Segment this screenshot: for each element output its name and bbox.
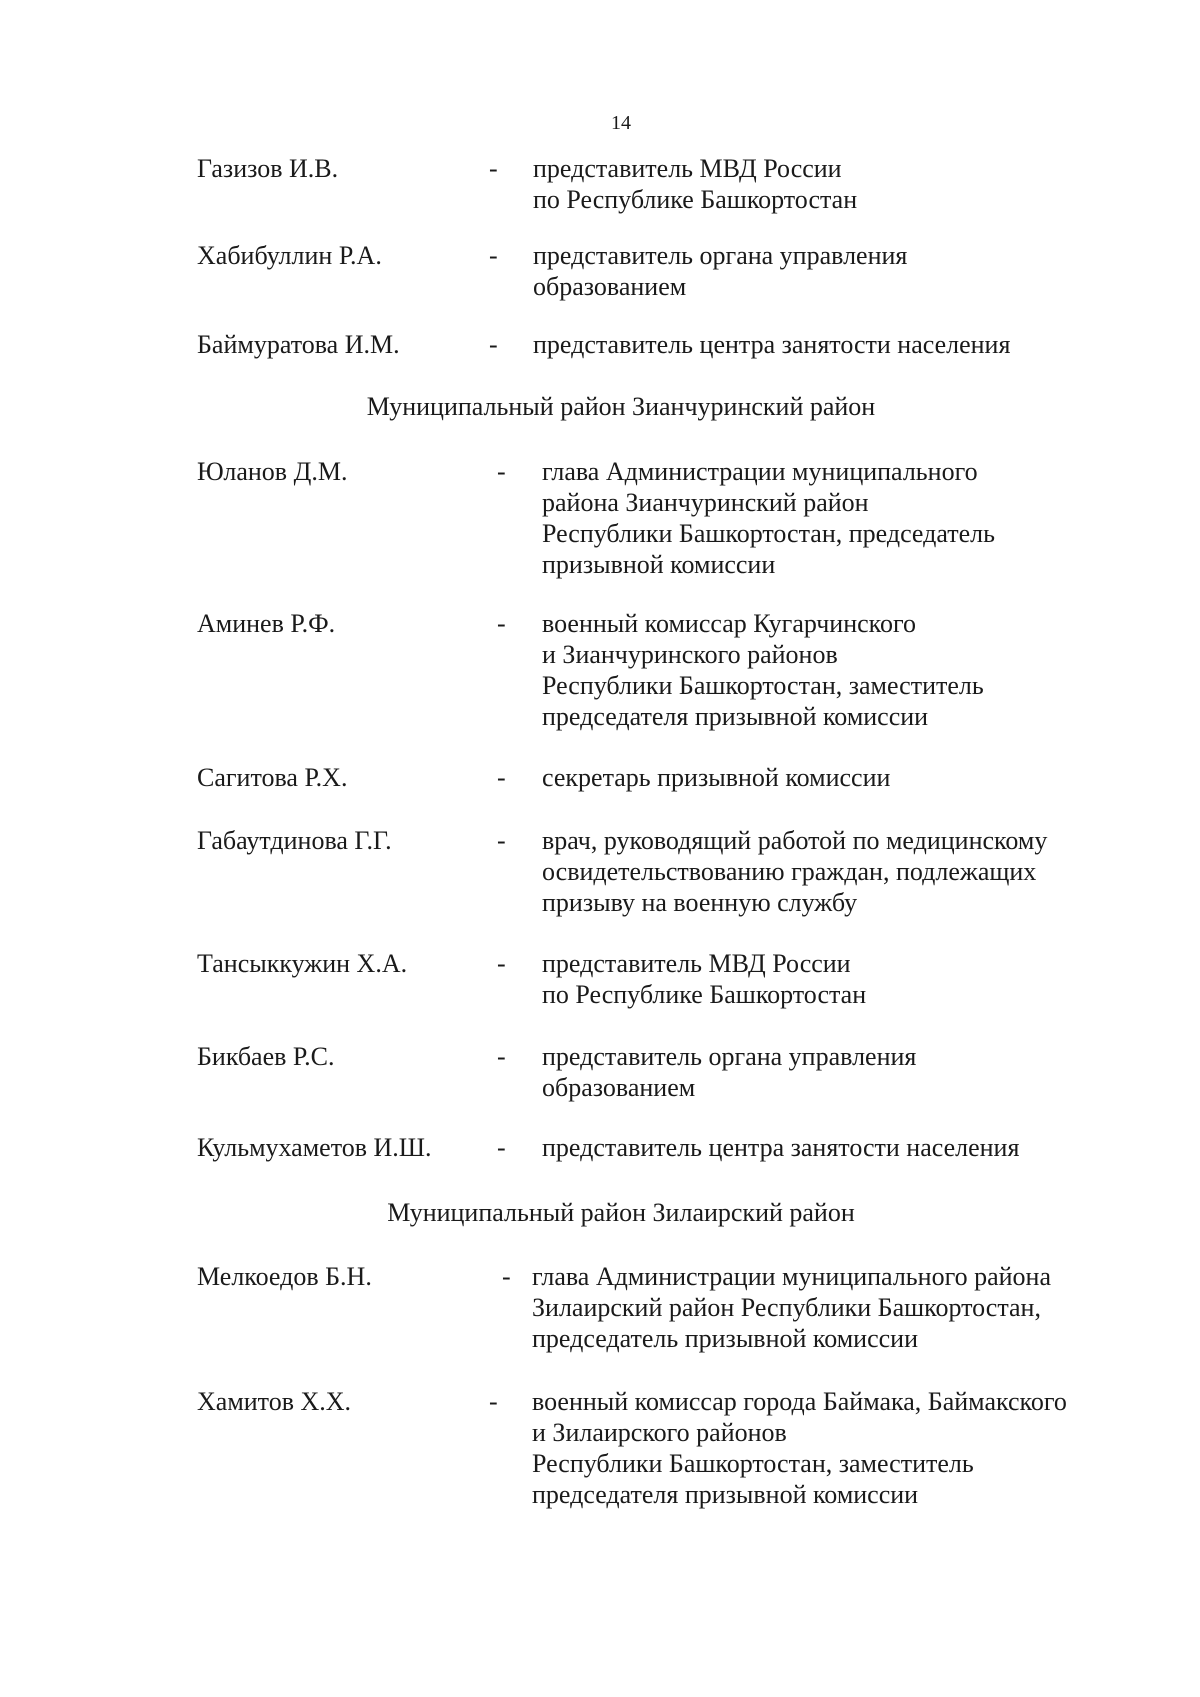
dash-separator: - <box>497 609 506 638</box>
member-name: Мелкоедов Б.Н. <box>197 1262 372 1291</box>
member-name: Газизов И.В. <box>197 154 339 183</box>
member-name: Кульмухаметов И.Ш. <box>197 1133 432 1162</box>
role-line: представитель МВД России <box>542 949 851 978</box>
member-name: Бикбаев Р.С. <box>197 1042 335 1071</box>
dash-separator: - <box>489 154 498 183</box>
member-name: Сагитова Р.Х. <box>197 763 348 792</box>
member-role <box>542 1132 1019 1163</box>
role-line: освидетельствованию граждан, подлежащих <box>542 857 1037 886</box>
role-line: председатель призывной комиссии <box>532 1324 918 1353</box>
page-number: 14 <box>611 112 631 134</box>
role-line: представитель центра занятости населения <box>542 1133 1020 1162</box>
role-line: и Зилаирского районов <box>532 1418 787 1447</box>
member-role <box>533 153 857 215</box>
role-line: глава Администрации муниципального <box>542 457 978 486</box>
role-line: района Зианчуринский район <box>542 488 869 517</box>
role-line: по Республике Башкортостан <box>542 980 867 1009</box>
role-line: глава Администрации муниципального района <box>532 1262 1051 1291</box>
member-role <box>542 948 866 1010</box>
role-line: и Зианчуринского районов <box>542 640 838 669</box>
dash-separator: - <box>497 1042 506 1071</box>
dash-separator: - <box>497 763 506 792</box>
role-line: председателя призывной комиссии <box>542 702 929 731</box>
role-line: представитель центра занятости населения <box>533 330 1011 359</box>
dash-separator: - <box>497 457 506 486</box>
role-line: врач, руководящий работой по медицинскому <box>542 826 1048 855</box>
role-line: Республики Башкортостан, заместитель <box>542 671 984 700</box>
member-role <box>533 329 1010 360</box>
dash-separator: - <box>497 1133 506 1162</box>
dash-separator: - <box>489 241 498 270</box>
member-name: Баймуратова И.М. <box>197 330 400 359</box>
member-role <box>532 1261 1051 1354</box>
section-heading: Муниципальный район Зианчуринский район <box>366 392 876 421</box>
role-line: Республики Башкортостан, заместитель <box>532 1449 974 1478</box>
member-role <box>542 608 984 732</box>
member-name: Хамитов Х.Х. <box>197 1387 352 1416</box>
role-line: призыву на военную службу <box>542 888 858 917</box>
role-line: образованием <box>542 1073 696 1102</box>
dash-separator: - <box>497 949 506 978</box>
role-line: Республики Башкортостан, председатель <box>542 519 995 548</box>
member-name: Тансыккужин Х.А. <box>197 949 408 978</box>
member-role <box>542 825 1047 918</box>
dash-separator: - <box>489 1387 498 1416</box>
role-line: секретарь призывной комиссии <box>542 763 891 792</box>
member-role <box>542 456 995 580</box>
role-line: представитель МВД России <box>533 154 842 183</box>
member-name: Аминев Р.Ф. <box>197 609 336 638</box>
member-name: Габаутдинова Г.Г. <box>197 826 392 855</box>
member-role <box>542 762 890 793</box>
member-name: Юланов Д.М. <box>197 457 348 486</box>
role-line: военный комиссар Кугарчинского <box>542 609 917 638</box>
role-line: представитель органа управления <box>542 1042 917 1071</box>
role-line: представитель органа управления <box>533 241 908 270</box>
role-line: призывной комиссии <box>542 550 776 579</box>
dash-separator: - <box>497 826 506 855</box>
dash-separator: - <box>489 330 498 359</box>
dash-separator: - <box>502 1262 511 1291</box>
member-role <box>533 240 907 302</box>
member-name: Хабибуллин Р.А. <box>197 241 382 270</box>
role-line: по Республике Башкортостан <box>533 185 858 214</box>
role-line: образованием <box>533 272 687 301</box>
member-role <box>542 1041 916 1103</box>
role-line: председателя призывной комиссии <box>532 1480 919 1509</box>
role-line: Зилаирский район Республики Башкортостан, <box>532 1293 1041 1322</box>
section-heading: Муниципальный район Зилаирский район <box>387 1198 855 1227</box>
member-role <box>532 1386 1067 1510</box>
role-line: военный комиссар города Баймака, Баймакского <box>532 1387 1067 1416</box>
